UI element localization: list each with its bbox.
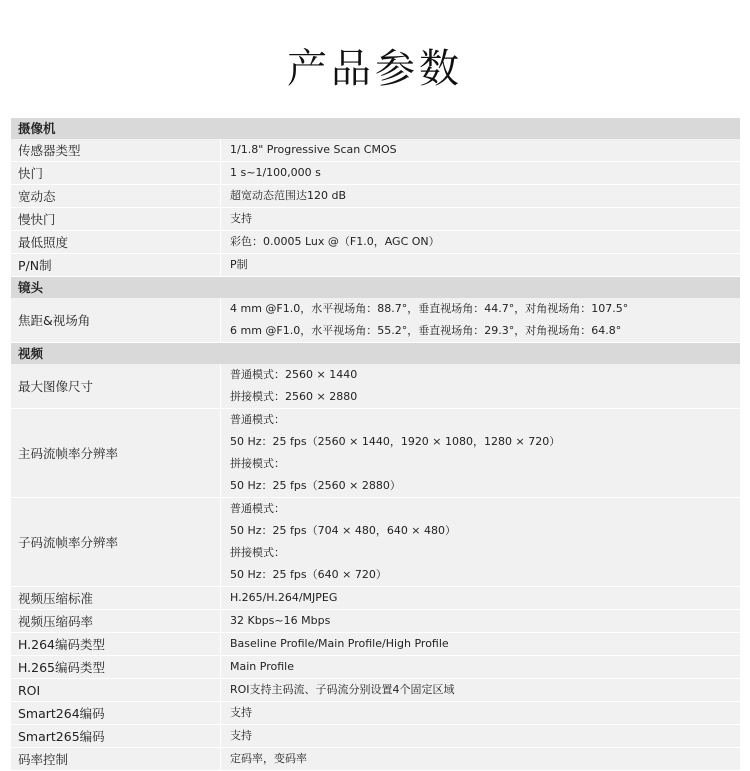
table-row xyxy=(11,725,740,748)
table-row xyxy=(11,633,740,656)
spec-value: Main Profile xyxy=(220,656,740,678)
spec-value: 4 mm @F1.0，水平视场角：88.7°，垂直视场角：44.7°，对角视场角：107.5° 6 mm @F1.0，水平视场角：55.2°，垂直视场角：29.3°，对角视场角：64.8° xyxy=(220,298,740,342)
section-header-video: 视频 xyxy=(11,343,740,364)
table-row xyxy=(11,208,740,231)
spec-value: 支持 xyxy=(220,702,740,724)
table-row xyxy=(11,748,740,771)
spec-key: 视频压缩码率 xyxy=(11,610,220,632)
table-row xyxy=(11,409,740,498)
spec-value: 1/1.8" Progressive Scan CMOS xyxy=(220,139,740,161)
spec-key: 慢快门 xyxy=(11,208,220,230)
table-row xyxy=(11,656,740,679)
table-row xyxy=(11,162,740,185)
spec-value: 32 Kbps~16 Mbps xyxy=(220,610,740,632)
spec-key: H.264编码类型 xyxy=(11,633,220,655)
spec-value: ROI支持主码流、子码流分别设置4个固定区域 xyxy=(220,679,740,701)
spec-key: 子码流帧率分辨率 xyxy=(11,498,220,586)
spec-value: Baseline Profile/Main Profile/High Profile xyxy=(220,633,740,655)
spec-key: 最大图像尺寸 xyxy=(11,364,220,408)
spec-key: P/N制 xyxy=(11,254,220,276)
table-row xyxy=(11,498,740,587)
table-row xyxy=(11,587,740,610)
spec-key: 主码流帧率分辨率 xyxy=(11,409,220,497)
spec-value: 定码率，变码率 xyxy=(220,748,740,770)
spec-key: Smart264编码 xyxy=(11,702,220,724)
table-row xyxy=(11,231,740,254)
table-row xyxy=(11,364,740,409)
spec-value: 彩色：0.0005 Lux @（F1.0，AGC ON） xyxy=(220,231,740,253)
spec-key: 焦距&视场角 xyxy=(11,298,220,342)
spec-value: H.265/H.264/MJPEG xyxy=(220,587,740,609)
page-title: 产品参数 xyxy=(287,46,463,92)
spec-key: 传感器类型 xyxy=(11,139,220,161)
spec-value: 普通模式： 50 Hz：25 fps（704 × 480，640 × 480） 拼接模式： 50 Hz：25 fps（640 × 720） xyxy=(220,498,740,586)
table-row xyxy=(11,185,740,208)
table-row xyxy=(11,298,740,343)
spec-value: 1 s~1/100,000 s xyxy=(220,162,740,184)
table-row xyxy=(11,610,740,633)
table-row xyxy=(11,702,740,725)
spec-key: 快门 xyxy=(11,162,220,184)
spec-table xyxy=(11,118,740,771)
table-row xyxy=(11,254,740,277)
spec-value: 支持 xyxy=(220,208,740,230)
spec-key: ROI xyxy=(11,679,220,701)
section-header-camera: 摄像机 xyxy=(11,118,740,139)
spec-key: 最低照度 xyxy=(11,231,220,253)
spec-key: H.265编码类型 xyxy=(11,656,220,678)
spec-key: 视频压缩标准 xyxy=(11,587,220,609)
spec-value: P制 xyxy=(220,254,740,276)
spec-key: Smart265编码 xyxy=(11,725,220,747)
section-header-lens: 镜头 xyxy=(11,277,740,298)
spec-value: 普通模式：2560 × 1440 拼接模式：2560 × 2880 xyxy=(220,364,740,408)
spec-key: 码率控制 xyxy=(11,748,220,770)
table-row xyxy=(11,139,740,162)
table-row xyxy=(11,679,740,702)
spec-value: 支持 xyxy=(220,725,740,747)
spec-value: 超宽动态范围达120 dB xyxy=(220,185,740,207)
spec-key: 宽动态 xyxy=(11,185,220,207)
spec-value: 普通模式： 50 Hz：25 fps（2560 × 1440，1920 × 1080，1280 × 720） 拼接模式： 50 Hz：25 fps（2560 × 2880） xyxy=(220,409,740,497)
